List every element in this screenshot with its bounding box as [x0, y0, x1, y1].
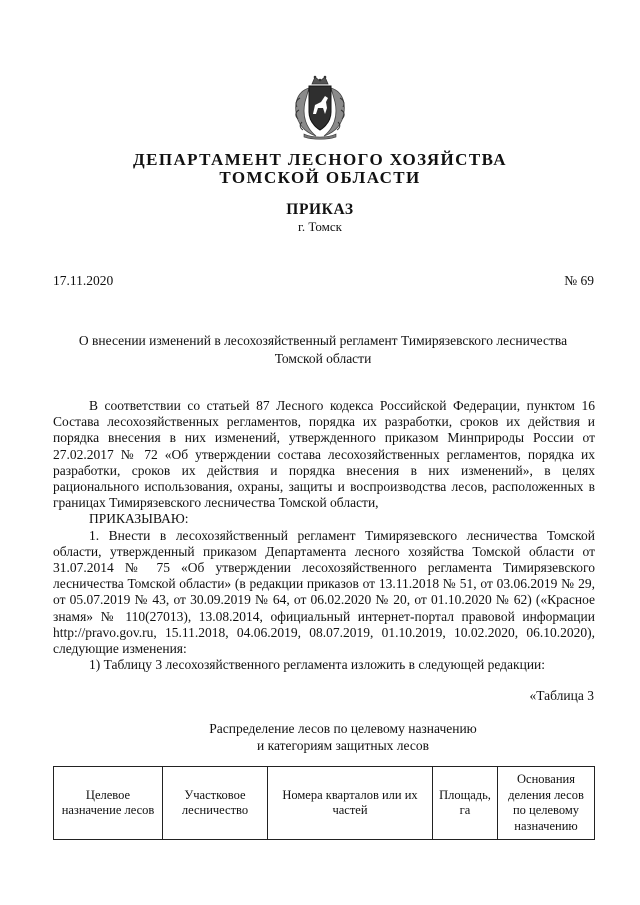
document-date: 17.11.2020 — [53, 273, 114, 288]
table-title-line1: Распределение лесов по целевому назначению — [209, 721, 477, 736]
header-cell-quarters: Номера кварталов или их частей — [268, 767, 433, 840]
order-item-1: 1. Внести в лесохозяйственный регламент Тимирязевского лесничества Томской области, утвержденный приказом Департамента лесного хозяйства Томской области от 31.07.2014 № 75 «Об утверждении лесохозяйственного регламента Тимирязевского лесничества Томской области» (в редакции приказов от 13.11.2018 № 51, от 03.06.2019 № 29, от 05.07.2019 № 43, от 30.09.2019 № 64, от 06.02.2020 № 20, от 01.10.2020 № 62) («Красное знамя» № 110(27013), 13.08.2014, официальный интернет-портал правовой информации http://pravo.gov.ru, 15.11.2018, 04.06.2019, 08.07.2019, 01.10.2019, 10.02.2020, 06.10.2020), следующие изменения: — [53, 527, 595, 657]
table-caption: «Таблица 3 — [529, 688, 594, 703]
table-title — [53, 720, 633, 754]
header-cell-purpose: Целевое назначение лесов — [54, 767, 163, 840]
document-subject — [53, 332, 593, 368]
coat-of-arms-icon — [290, 74, 350, 140]
order-heading: ПРИКАЗЫВАЮ: — [89, 511, 189, 527]
preamble-paragraph: В соответствии со статьей 87 Лесного кодекса Российской Федерации, пунктом 16 Состава лесохозяйственных регламентов, порядка их разработки, сроков их действия и порядка внесения в них изменений, утвержденного приказом Минприроды России от 27.02.2017 № 72 «Об утверждении состава лесохозяйственных регламентов, порядка их разработки, сроков их действия и порядка внесения в них изменений», в целях рационального использования, охраны, защиты и воспроизводства лесов, расположенных в границах Тимирязевского лесничества Томской области, — [53, 398, 595, 511]
organization-name-line2: ТОМСКОЙ ОБЛАСТИ — [219, 168, 421, 187]
document-body — [53, 398, 595, 673]
document-number: № 69 — [564, 273, 594, 288]
document-type: ПРИКАЗ — [286, 201, 354, 218]
header-cell-basis: Основания деления лесов по целевому назначению — [498, 767, 595, 840]
order-subitem-1: 1) Таблицу 3 лесохозяйственного регламента изложить в следующей редакции: — [89, 657, 546, 673]
table-header-row — [54, 767, 595, 840]
forest-distribution-table — [53, 766, 595, 840]
subject-line2: Томской области — [274, 351, 372, 366]
organization-name-line1: ДЕПАРТАМЕНТ ЛЕСНОГО ХОЗЯЙСТВА — [133, 150, 507, 169]
table-title-line2: и категориям защитных лесов — [257, 738, 429, 753]
document-city: г. Томск — [298, 219, 342, 234]
header-cell-area: Площадь, га — [433, 767, 498, 840]
subject-line1: О внесении изменений в лесохозяйственный регламент Тимирязевского лесничества — [78, 333, 568, 348]
header-cell-district: Участковое лесничество — [163, 767, 268, 840]
